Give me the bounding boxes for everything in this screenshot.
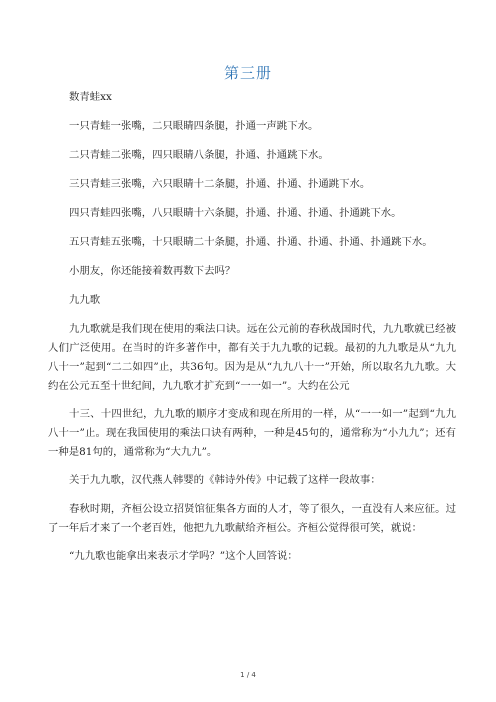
paragraph: “九九歌也能拿出来表示才学吗？”这个人回答说： (69, 550, 298, 562)
paragraph: 春秋时期，齐桓公设立招贤馆征集各方面的人才，等了很久，一直没有人来应征。过了一年后才来了一个老百姓，他把九九歌献给齐桓公。齐桓公觉得很可笑，就说： (48, 503, 456, 534)
paragraph: 九九歌就是我们现在使用的乘法口诀。远在公元前的春秋战国时代，九九歌就已经被人们广泛使用。在当时的许多著作中，都有关于九九歌的记载。最初的九九歌是从“九九八十一”起到“二二如四”止，共36句。因为是从“九九八十一”开始，所以取名九九歌。大约在公元五至十世纪间，九九歌才扩充到“一一如一”。大约在公元 (48, 323, 456, 392)
paragraph: 关于九九歌，汉代燕人韩婴的《韩诗外传》中记载了这样一段故事： (69, 474, 381, 486)
paragraph: 数青蛙xx (69, 91, 112, 103)
paragraph: 四只青蛙四张嘴，八只眼睛十六条腿，扑通、扑通、扑通、扑通跳下水。 (69, 207, 402, 219)
section-heading: 九九歌 (69, 294, 101, 306)
document-body (48, 88, 456, 576)
paragraph: 小朋友，你还能接着数再数下去吗？ (69, 265, 236, 277)
paragraph: 一只青蛙一张嘴，二只眼睛四条腿，扑通一声跳下水。 (69, 120, 319, 132)
paragraph: 五只青蛙五张嘴，十只眼睛二十条腿，扑通、扑通、扑通、扑通、扑通跳下水。 (69, 236, 433, 248)
paragraph: 二只青蛙二张嘴，四只眼睛八条腿，扑通、扑通跳下水。 (69, 149, 329, 161)
page-title: 第三册 (223, 64, 272, 82)
paragraph: 十三、十四世纪，九九歌的顺序才变成和现在所用的一样，从“一一如一”起到“九九八十一”止。现在我国使用的乘法口诀有两种，一种是45句的，通常称为“小九九”；还有一种是81句的，通常称为“大九九”。 (48, 408, 456, 458)
page-number: 1 / 4 (240, 671, 256, 679)
paragraph: 三只青蛙三张嘴，六只眼睛十二条腿，扑通、扑通、扑通跳下水。 (69, 178, 371, 190)
